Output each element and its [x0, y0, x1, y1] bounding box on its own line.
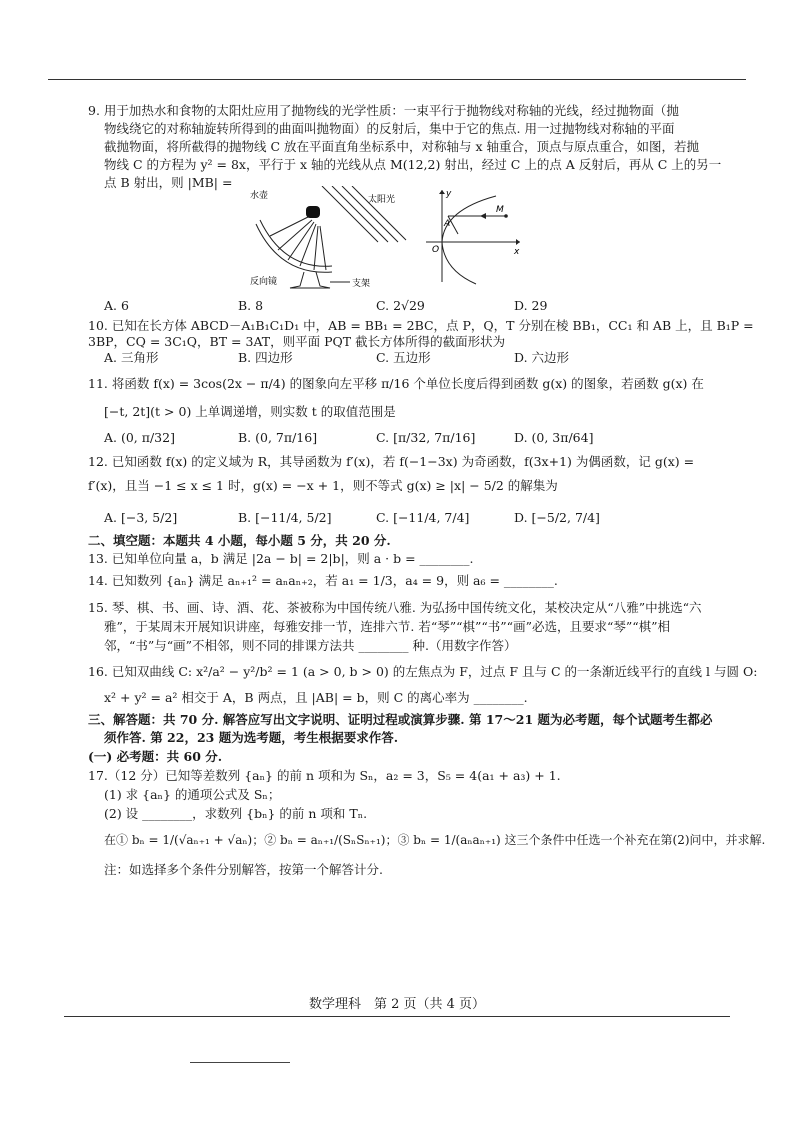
section-required-heading: (一) 必考题：共 60 分. — [88, 749, 223, 764]
q11-option-a: A. (0, π/32] — [104, 430, 175, 445]
figure-label-sun: 太阳光 — [368, 195, 396, 205]
q11-line-1: 11. 将函数 f(x) = 3cos(2x − π/4) 的图象向左平移 π/16 个单位长度后得到函数 g(x) 的图象，若函数 g(x) 在 — [88, 376, 704, 391]
figure-label-water: 水壶 — [250, 191, 269, 201]
q17-part-1: (1) 求 {aₙ} 的通项公式及 Sₙ； — [104, 787, 281, 802]
q12-option-c: C. [−11/4, 7/4] — [376, 510, 470, 525]
q10-option-c: C. 五边形 — [376, 350, 431, 365]
origin-label: O — [432, 245, 440, 255]
q9-option-a: A. 6 — [104, 298, 129, 313]
q10-option-a: A. 三角形 — [104, 350, 159, 365]
q10-line-2: 3BP，CQ = 3C₁Q，BT = 3AT，则平面 PQT 截长方体所得的截面形状为 — [88, 334, 506, 349]
q9-line-3: 截抛物面，将所截得的抛物线 C 放在平面直角坐标系中，对称轴与 x 轴重合，顶点与原点重合，如图，若抛 — [104, 139, 700, 154]
section-solution-heading-2: 须作答. 第 22，23 题为选考题，考生根据要求作答. — [104, 730, 399, 745]
q12-line-1: 12. 已知函数 f(x) 的定义域为 R，其导函数为 f′(x)，若 f(−1−3x) 为奇函数，f(3x+1) 为偶函数，记 g(x) = — [88, 454, 695, 469]
point-a-label: A — [444, 219, 451, 229]
question-14: 14. 已知数列 {aₙ} 满足 aₙ₊₁² = aₙaₙ₊₂，若 a₁ = 1/3，a₄ = 9，则 a₆ = ________. — [88, 573, 558, 588]
q17-part-2: (2) 设 ________，求数列 {bₙ} 的前 n 项和 Tₙ. — [104, 806, 368, 821]
q10-option-d: D. 六边形 — [514, 350, 570, 365]
q9-line-1: 9. 用于加热水和食物的太阳灶应用了抛物线的光学性质：一束平行于抛物线对称轴的光线，经过抛物面（抛 — [88, 103, 679, 118]
parabola-figure — [416, 186, 526, 286]
q9-line-5: 点 B 射出，则 |MB| = — [104, 175, 233, 190]
q17-choice: 在① bₙ = 1/(√aₙ₊₁ + √aₙ)；② bₙ = aₙ₊₁/(SₙSₙ₊₁)；③ bₙ = 1/(aₙaₙ₊₁) 这三个条件中任选一个补充在第(2)问中，并求解. — [104, 833, 766, 847]
q16-line-1: 16. 已知双曲线 C: x²/a² − y²/b² = 1 (a > 0, b > 0) 的左焦点为 F，过点 F 且与 C 的一条渐近线平行的直线 l 与圆 O: — [88, 664, 758, 679]
figure-label-stand: 支架 — [352, 279, 371, 289]
bottom-rule — [64, 1016, 730, 1017]
q11-option-d: D. (0, 3π/64] — [514, 430, 594, 445]
page-footer: 数学理科 第 2 页（共 4 页） — [308, 997, 486, 1012]
q11-option-c: C. [π/32, 7π/16] — [376, 430, 476, 445]
q9-option-d: D. 29 — [514, 298, 548, 313]
kettle-icon — [306, 206, 320, 218]
q16-line-2: x² + y² = a² 相交于 A，B 两点，且 |AB| = b，则 C 的离心率为 ________. — [104, 690, 528, 705]
q11-line-2: [−t, 2t](t > 0) 上单调递增，则实数 t 的取值范围是 — [104, 404, 396, 419]
bottom-short-rule — [190, 1062, 290, 1063]
q15-line-1: 15. 琴、棋、书、画、诗、酒、花、茶被称为中国传统八雅. 为弘扬中国传统文化，某校决定从“八雅”中挑选“六 — [88, 600, 702, 615]
q9-option-b: B. 8 — [238, 298, 264, 313]
q10-option-b: B. 四边形 — [238, 350, 293, 365]
q11-option-b: B. (0, 7π/16] — [238, 430, 318, 445]
q10-line-1: 10. 已知在长方体 ABCD－A₁B₁C₁D₁ 中，AB = BB₁ = 2BC，点 P，Q，T 分别在棱 BB₁，CC₁ 和 AB 上，且 B₁P = — [88, 318, 754, 333]
section-solution-heading-1: 三、解答题：共 70 分. 解答应写出文字说明、证明过程或演算步骤. 第 17～21 题为必考题，每个试题考生都必 — [88, 712, 713, 727]
section-fill-in-heading: 二、填空题：本题共 4 小题，每小题 5 分，共 20 分. — [88, 533, 391, 548]
q17-stem: 17.（12 分）已知等差数列 {aₙ} 的前 n 项和为 Sₙ，a₂ = 3，S₅ = 4(a₁ + a₃) + 1. — [88, 768, 561, 783]
point-m-label: M — [496, 205, 504, 215]
axis-label-y: y — [446, 189, 452, 199]
q9-line-4: 物线 C 的方程为 y² = 8x，平行于 x 轴的光线从点 M(12,2) 射出，经过 C 上的点 A 反射后，再从 C 上的另一 — [104, 157, 722, 172]
q12-line-2: f′(x)，且当 −1 ≤ x ≤ 1 时，g(x) = −x + 1，则不等式 g(x) ≥ |x| − 5/2 的解集为 — [88, 478, 558, 493]
q9-line-2: 物线绕它的对称轴旋转所得到的曲面叫抛物面）的反射后，集中于它的焦点. 用一过抛物线对称轴的平面 — [104, 121, 675, 136]
q12-option-a: A. [−3, 5/2] — [104, 510, 178, 525]
top-rule — [48, 79, 746, 80]
q17-note: 注：如选择多个条件分别解答，按第一个解答计分. — [104, 862, 383, 877]
q12-option-d: D. [−5/2, 7/4] — [514, 510, 600, 525]
question-13: 13. 已知单位向量 a，b 满足 |2a − b| = 2|b|，则 a · b = ________. — [88, 551, 474, 566]
q12-option-b: B. [−11/4, 5/2] — [238, 510, 332, 525]
q15-line-3: 邻，“书”与“画”不相邻，则不同的排课方法共 ________ 种.（用数字作答） — [104, 638, 517, 653]
q9-option-c: C. 2√29 — [376, 298, 425, 313]
q15-line-2: 雅”，于某周末开展知识讲座，每雅安排一节，连排六节. 若“琴”“棋”“书”“画”必选，且要求“琴”“棋”相 — [104, 619, 671, 634]
axis-label-x: x — [514, 247, 520, 257]
figure-label-reflector: 反向镜 — [250, 277, 278, 287]
solar-cooker-figure — [250, 186, 410, 296]
